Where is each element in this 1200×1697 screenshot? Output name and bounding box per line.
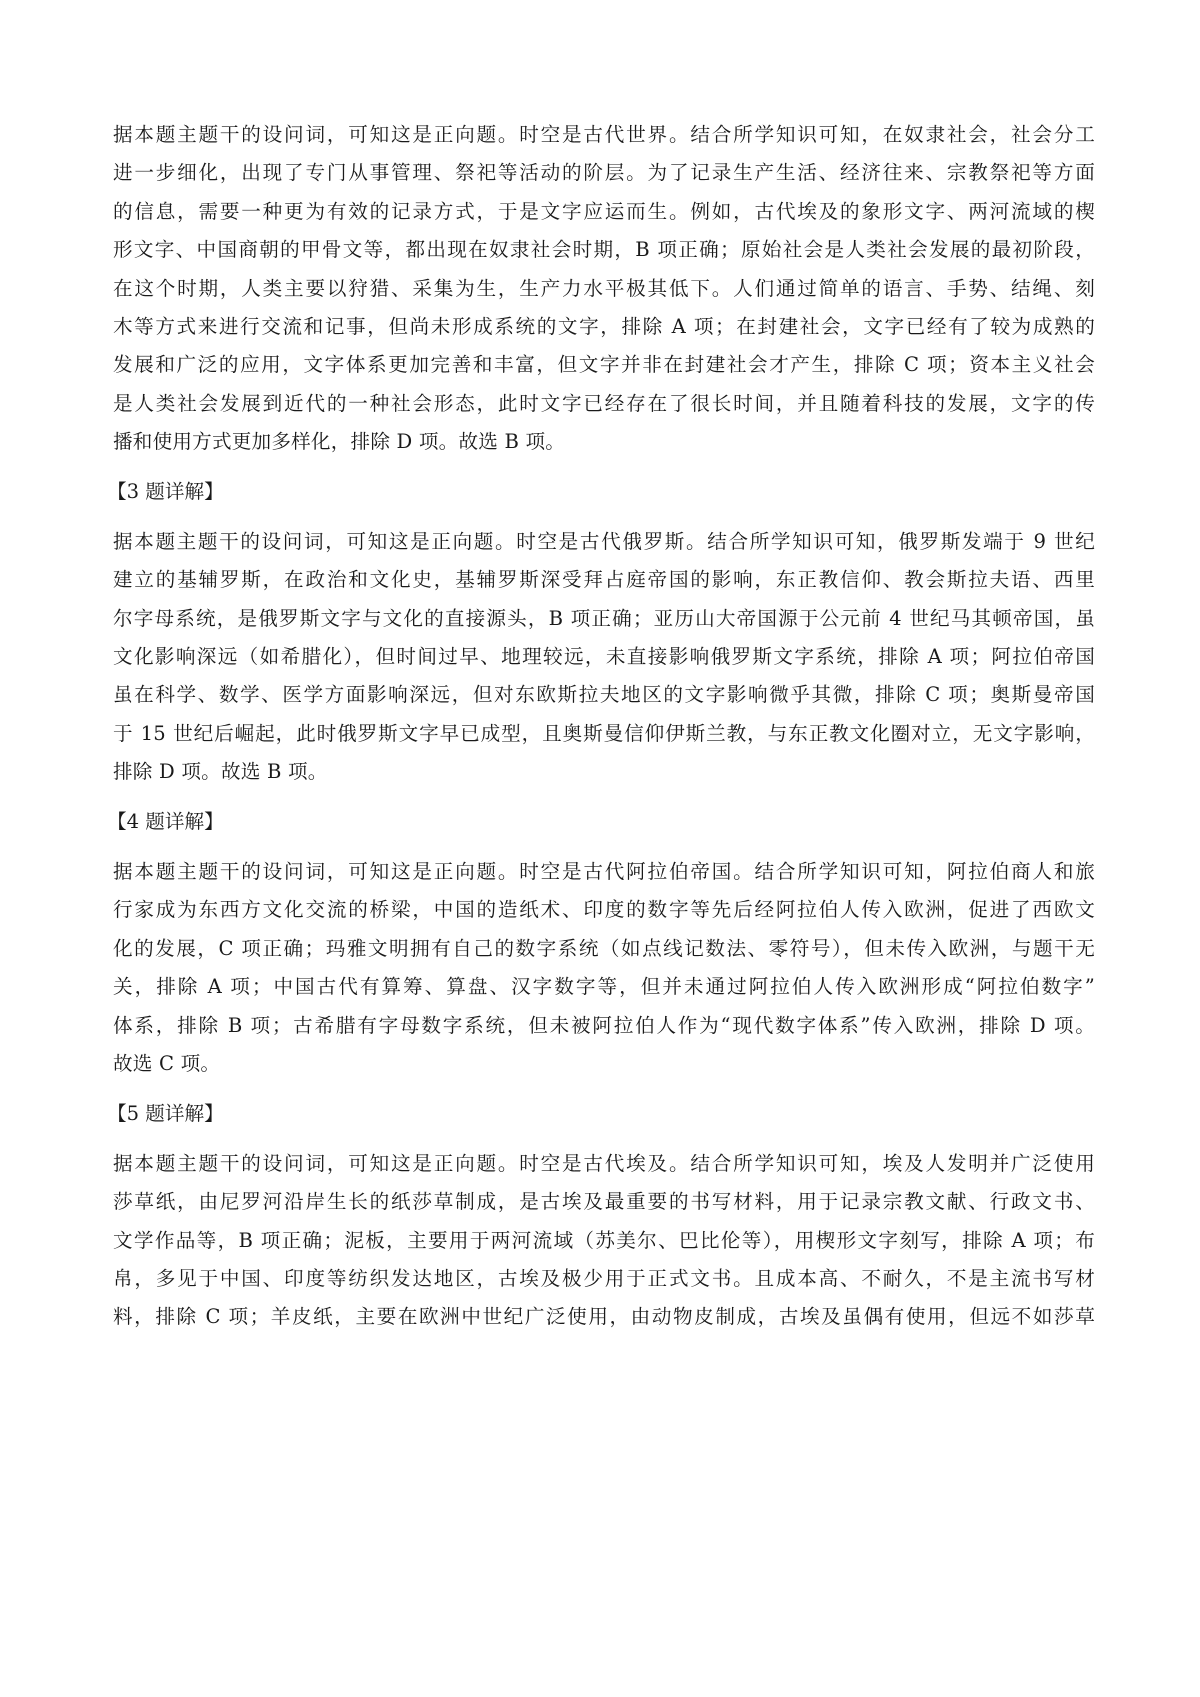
paragraph-line: 尔字母系统，是俄罗斯文字与文化的直接源头，B 项正确；亚历山大帝国源于公元前 4 世纪马其顿帝国，虽 (113, 606, 1095, 630)
paragraph-line: 据本题主题干的设问词，可知这是正向题。时空是古代埃及。结合所学知识可知，埃及人发明并广泛使用 (113, 1151, 1095, 1175)
section-4-explanation (113, 853, 1095, 1083)
paragraph-line: 文化影响深远（如希腊化），但时间过早、地理较远，未直接影响俄罗斯文字系统，排除 A 项；阿拉伯帝国 (113, 645, 1095, 669)
section-5-explanation (113, 1145, 1095, 1337)
paragraph-line: 是人类社会发展到近代的一种社会形态，此时文字已经存在了很长时间，并且随着科技的发展，文字的传 (113, 391, 1095, 415)
paragraph-line: 木等方式来进行交流和记事，但尚未形成系统的文字，排除 A 项；在封建社会，文字已经有了较为成熟的 (113, 314, 1095, 338)
paragraph-line: 莎草纸，由尼罗河沿岸生长的纸莎草制成，是古埃及最重要的书写材料，用于记录宗教文献、行政文书、 (113, 1190, 1095, 1214)
section-heading-q4: 【4 题详解】 (107, 810, 224, 834)
paragraph-line: 的信息，需要一种更为有效的记录方式，于是文字应运而生。例如，古代埃及的象形文字、两河流域的楔 (113, 199, 1095, 223)
paragraph-line: 建立的基辅罗斯，在政治和文化史，基辅罗斯深受拜占庭帝国的影响，东正教信仰、教会斯拉夫语、西里 (113, 568, 1095, 592)
paragraph-line: 据本题主题干的设问词，可知这是正向题。时空是古代世界。结合所学知识可知，在奴隶社会，社会分工 (113, 123, 1095, 146)
section-2-explanation (113, 116, 1095, 462)
section-heading-q5: 【5 题详解】 (107, 1101, 224, 1125)
paragraph-line: 据本题主题干的设问词，可知这是正向题。时空是古代阿拉伯帝国。结合所学知识可知，阿拉伯商人和旅 (113, 860, 1095, 884)
paragraph-line: 料，排除 C 项；羊皮纸，主要在欧洲中世纪广泛使用，由动物皮制成，古埃及虽偶有使用，但远不如莎草 (113, 1305, 1095, 1329)
section-3-explanation (113, 523, 1095, 792)
paragraph-line: 排除 D 项。故选 B 项。 (113, 760, 328, 784)
paragraph-line: 关，排除 A 项；中国古代有算筹、算盘、汉字数字等，但并未通过阿拉伯人传入欧洲形成“阿拉伯数字” (113, 975, 1095, 999)
paragraph-line: 文学作品等，B 项正确；泥板，主要用于两河流域（苏美尔、巴比伦等），用楔形文字刻写，排除 A 项；布 (113, 1228, 1095, 1252)
paragraph-line: 于 15 世纪后崛起，此时俄罗斯文字早已成型，且奥斯曼信仰伊斯兰教，与东正教文化圈对立，无文字影响， (113, 721, 1095, 745)
paragraph-line: 播和使用方式更加多样化，排除 D 项。故选 B 项。 (113, 430, 566, 454)
paragraph-line: 发展和广泛的应用，文字体系更加完善和丰富，但文字并非在封建社会才产生，排除 C 项；资本主义社会 (113, 353, 1095, 377)
paragraph-line: 化的发展，C 项正确；玛雅文明拥有自己的数字系统（如点线记数法、零符号），但未传入欧洲，与题干无 (113, 936, 1095, 960)
paragraph-line: 故选 C 项。 (113, 1051, 221, 1075)
paragraph-line: 形文字、中国商朝的甲骨文等，都出现在奴隶社会时期，B 项正确；原始社会是人类社会发展的最初阶段， (113, 238, 1095, 262)
paragraph-line: 据本题主题干的设问词，可知这是正向题。时空是古代俄罗斯。结合所学知识可知，俄罗斯发端于 9 世纪 (113, 529, 1095, 553)
paragraph-line: 进一步细化，出现了专门从事管理、祭祀等活动的阶层。为了记录生产生活、经济往来、宗教祭祀等方面 (113, 161, 1095, 185)
paragraph-line: 虽在科学、数学、医学方面影响深远，但对东欧斯拉夫地区的文字影响微乎其微，排除 C 项；奥斯曼帝国 (113, 683, 1095, 707)
paragraph-line: 行家成为东西方文化交流的桥梁，中国的造纸术、印度的数字等先后经阿拉伯人传入欧洲，促进了西欧文 (113, 898, 1095, 922)
paragraph-line: 体系，排除 B 项；古希腊有字母数字系统，但未被阿拉伯人作为“现代数字体系”传入欧洲，排除 D 项。 (113, 1013, 1095, 1037)
paragraph-line: 帛，多见于中国、印度等纺织发达地区，古埃及极少用于正式文书。且成本高、不耐久，不是主流书写材 (113, 1266, 1095, 1290)
document-page (107, 116, 1095, 1337)
paragraph-line: 在这个时期，人类主要以狩猎、采集为生，生产力水平极其低下。人们通过简单的语言、手势、结绳、刻 (113, 276, 1095, 300)
section-heading-q3: 【3 题详解】 (107, 480, 224, 504)
